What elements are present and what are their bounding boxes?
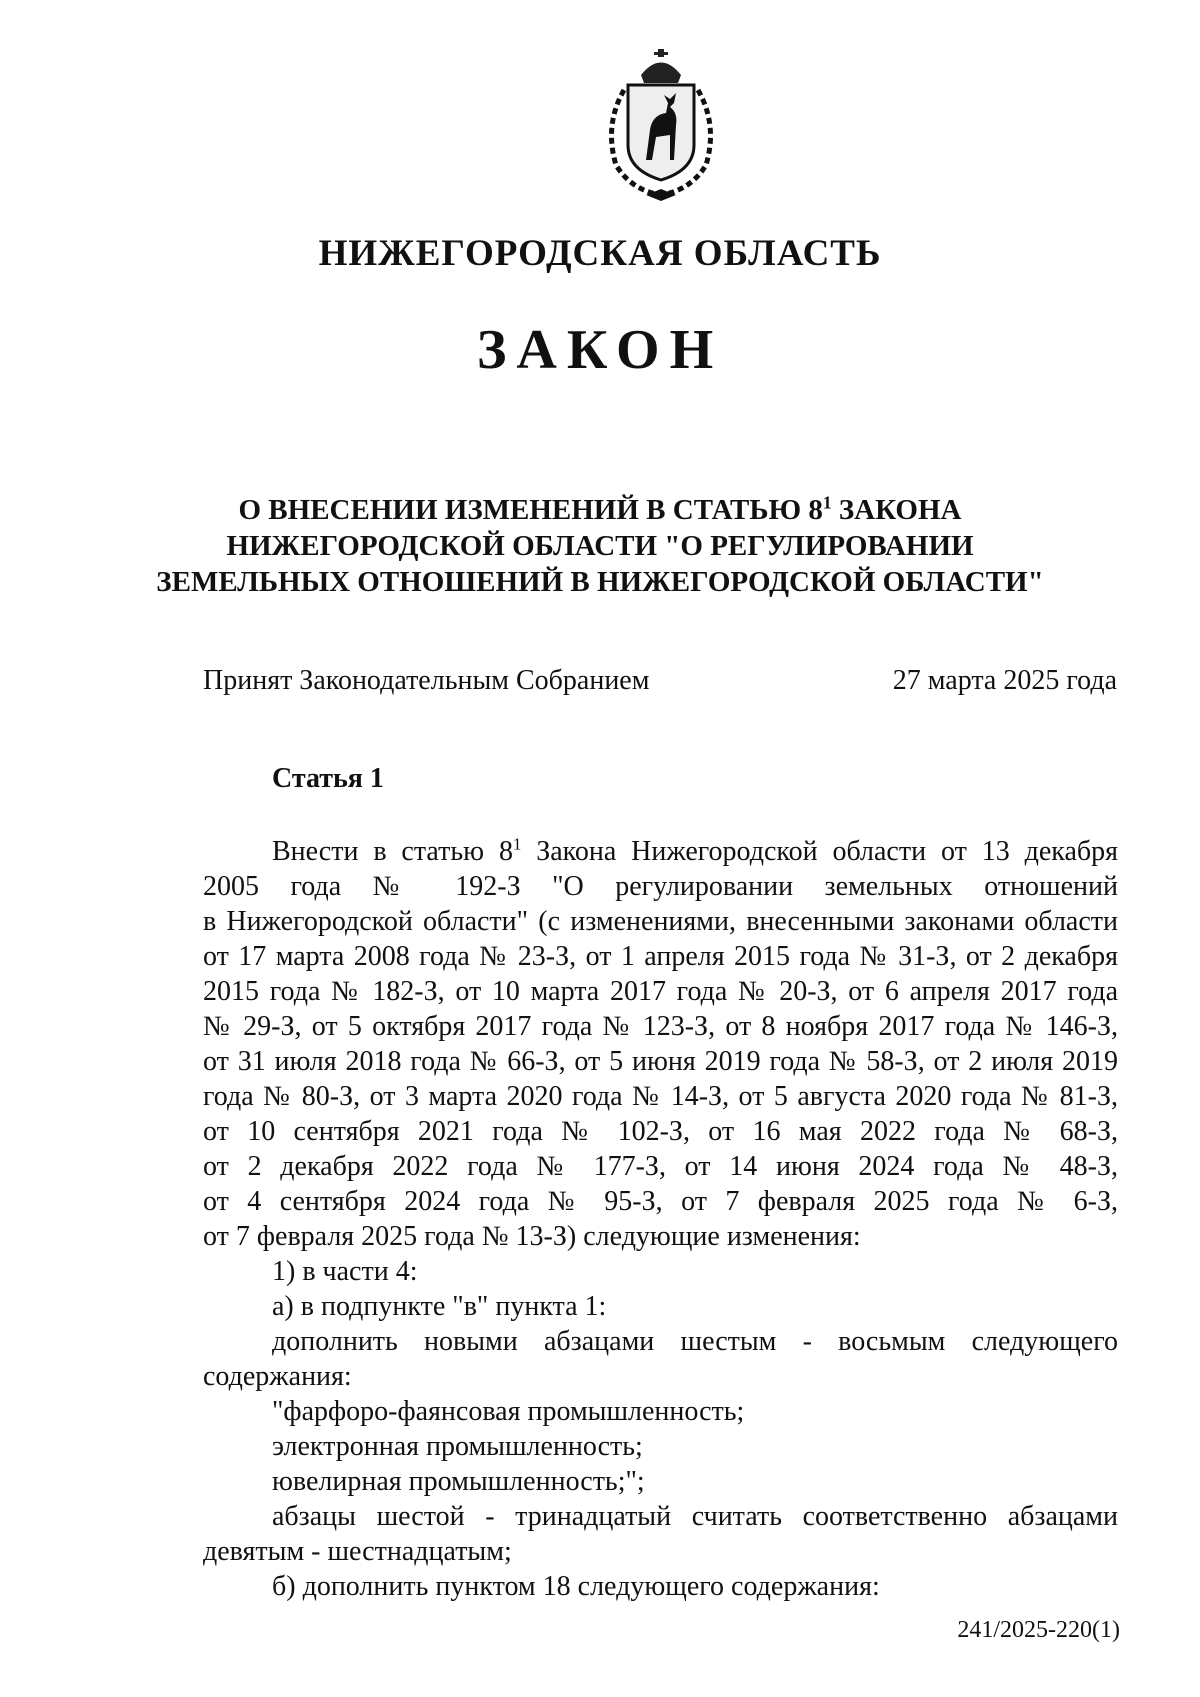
body-line: года № 80-З, от 3 марта 2020 года № 14-З, от 5 августа 2020 года № 81-З, [203,1081,1118,1112]
renumber-line: абзацы шестой - тринадцатый считать соответственно абзацами [272,1501,1118,1532]
renumber-line: девятым - шестнадцатым; [203,1536,512,1567]
body-line: от 17 марта 2008 года № 23-З, от 1 апреля 2015 года № 31-З, от 2 декабря [203,941,1118,972]
body-line: в Нижегородской области" (с изменениями, внесенными законами области [203,906,1118,937]
document-number: 241/2025-220(1) [957,1617,1120,1643]
quoted-text: электронная промышленность; [272,1431,643,1462]
item-1a: а) в подпункте "в" пункта 1: [272,1291,607,1322]
body-line: от 2 декабря 2022 года № 177-З, от 14 июня 2024 года № 48-З, [203,1151,1118,1182]
adoption-date: 27 марта 2025 года [892,665,1117,696]
quoted-text: "фарфоро-фаянсовая промышленность; [272,1396,745,1427]
title-line-1: О ВНЕСЕНИИ ИЗМЕНЕНИЙ В СТАТЬЮ $8^1$ ЗАКОНА [238,492,962,526]
body-line: от 7 февраля 2025 года № 13-З) следующие изменения: [203,1221,861,1252]
title-line-3: ЗЕМЕЛЬНЫХ ОТНОШЕНИЙ В НИЖЕГОРОДСКОЙ ОБЛАСТИ" [156,566,1044,598]
item-1b: б) дополнить пунктом 18 следующего содержания: [272,1571,880,1602]
body-line: от 31 июля 2018 года № 66-З, от 5 июня 2019 года № 58-З, от 2 июля 2019 [203,1046,1118,1077]
document-type: ЗАКОН [476,319,724,381]
law-title [0,492,1200,600]
supplement-line: содержания: [203,1361,352,1392]
body-line: от 4 сентября 2024 года № 95-З, от 7 февраля 2025 года № 6-З, [203,1186,1118,1217]
item-1: 1) в части 4: [272,1256,418,1287]
body-line: 2005 года № 192-З "О регулировании земельных отношений [203,871,1118,902]
quoted-text: ювелирная промышленность;"; [272,1466,645,1497]
title-line-2: НИЖЕГОРОДСКОЙ ОБЛАСТИ "О РЕГУЛИРОВАНИИ [226,530,974,562]
region-name: НИЖЕГОРОДСКАЯ ОБЛАСТЬ [318,233,882,274]
coat-of-arms-emblem [586,45,736,205]
article-heading: Статья 1 [272,763,384,794]
adoption-line [203,665,1117,697]
body-line: Внести в статью $8^1$ Закона Нижегородской области от 13 декабря [272,834,1118,867]
body-line: 2015 года № 182-З, от 10 марта 2017 года № 20-З, от 6 апреля 2017 года [203,976,1118,1007]
body-line: № 29-З, от 5 октября 2017 года № 123-З, от 8 ноября 2017 года № 146-З, [203,1011,1118,1042]
supplement-line: дополнить новыми абзацами шестым - восьмым следующего [272,1326,1118,1357]
article-body [203,834,1118,1604]
adopted-by: Принят Законодательным Собранием [203,665,650,696]
body-line: от 10 сентября 2021 года № 102-З, от 16 мая 2022 года № 68-З, [203,1116,1118,1147]
